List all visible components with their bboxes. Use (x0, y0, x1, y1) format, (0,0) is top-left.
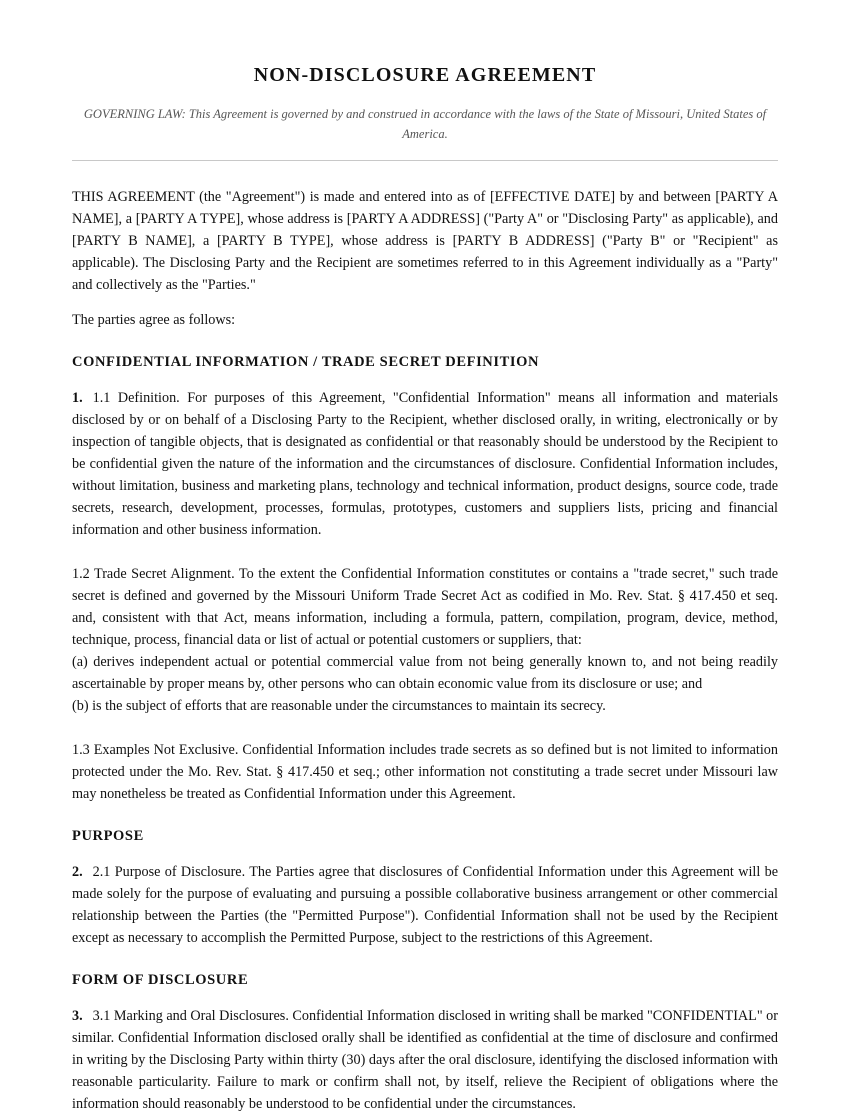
clause-1-2-item-a: (a) derives independent actual or potential commercial value from not being generally known to, and not being readily ascertainable by proper means by, other persons who can obtain economic value from its disclosure or use; and (72, 654, 778, 692)
section-heading-confidential-information: CONFIDENTIAL INFORMATION / TRADE SECRET DEFINITION (72, 354, 540, 370)
governing-law-note: GOVERNING LAW: This Agreement is governed by and construed in accordance with the laws of the State of Missouri, United States of America. (83, 107, 767, 141)
section-3-paragraph-1 (72, 1005, 778, 1115)
clause-2-1-text: 2.1 Purpose of Disclosure. The Parties agree that disclosures of Confidential Information under this Agreement will be made solely for the purpose of evaluating and pursuing a possible collaborative business arrangement or other commercial relationship between the Parties (the "Permitted Purpose"). Confidential Information shall not be used by the Recipient except as necessary to accomplish the Permitted Purpose, subject to the restrictions of this Agreement. (72, 864, 778, 946)
section-number: 3. (72, 1008, 83, 1024)
section-number: 1. (72, 390, 83, 406)
agree-statement: The parties agree as follows: (72, 312, 236, 328)
section-1-paragraph-1 (72, 387, 778, 541)
section-1-paragraph-2 (72, 563, 778, 717)
header-divider (72, 160, 778, 161)
clause-1-2-item-b: (b) is the subject of efforts that are reasonable under the circumstances to maintain its secrecy. (72, 698, 606, 714)
clause-3-1-text: 3.1 Marking and Oral Disclosures. Confidential Information disclosed in writing shall be marked "CONFIDENTIAL" or similar. Confidential Information disclosed orally shall be identified as confidential at the time of disclosure and confirmed in writing by the Disclosing Party within thirty (30) days after the oral disclosure, identifying the disclosed information with reasonable particularity. Failure to mark or confirm shall not, by itself, relieve the Recipient of obligations where the information should reasonably be understood to be confidential under the circumstances. (72, 1008, 778, 1112)
section-number: 2. (72, 864, 83, 880)
section-1-paragraph-3: 1.3 Examples Not Exclusive. Confidential Information includes trade secrets as so defined but is not limited to information protected under the Mo. Rev. Stat. § 417.450 et seq.; other information not constituting a trade secret under Missouri law may nonetheless be treated as Confidential Information under this Agreement. (72, 742, 778, 802)
document-title: NON-DISCLOSURE AGREEMENT (253, 64, 597, 86)
clause-1-2-text: 1.2 Trade Secret Alignment. To the extent the Confidential Information constitutes or contains a "trade secret," such trade secret is defined and governed by the Missouri Uniform Trade Secret Act as codified in Mo. Rev. Stat. § 417.450 et seq. and, consistent with that Act, means information, including a formula, pattern, compilation, program, device, method, technique, process, financial data or list of actual or potential customers or suppliers, that: (72, 566, 778, 648)
section-heading-purpose: PURPOSE (72, 828, 144, 844)
section-heading-form-of-disclosure: FORM OF DISCLOSURE (72, 972, 249, 988)
clause-1-1-text: 1.1 Definition. For purposes of this Agreement, "Confidential Information" means all information and materials disclosed by or on behalf of a Disclosing Party to the Recipient, whether disclosed orally, in writing, electronically or by inspection of tangible objects, that is designated as confidential or that reasonably should be understood by the Recipient to be confidential given the nature of the information and the circumstances of disclosure. Confidential Information includes, without limitation, business and marketing plans, technology and technical information, product designs, source code, trade secrets, research, development, processes, formulas, prototypes, customers and suppliers lists, pricing and financial information and other business information. (72, 390, 778, 538)
document-page (72, 0, 778, 1115)
section-2-paragraph-1 (72, 861, 778, 949)
intro-paragraph: THIS AGREEMENT (the "Agreement") is made and entered into as of [EFFECTIVE DATE] by and between [PARTY A NAME], a [PARTY A TYPE], whose address is [PARTY A ADDRESS] ("Party A" or "Disclosing Party" as applicable), and [PARTY B NAME], a [PARTY B TYPE], whose address is [PARTY B ADDRESS] ("Party B" or "Recipient" as applicable). The Disclosing Party and the Recipient are sometimes referred to in this Agreement individually as a "Party" and collectively as the "Parties." (72, 189, 778, 293)
